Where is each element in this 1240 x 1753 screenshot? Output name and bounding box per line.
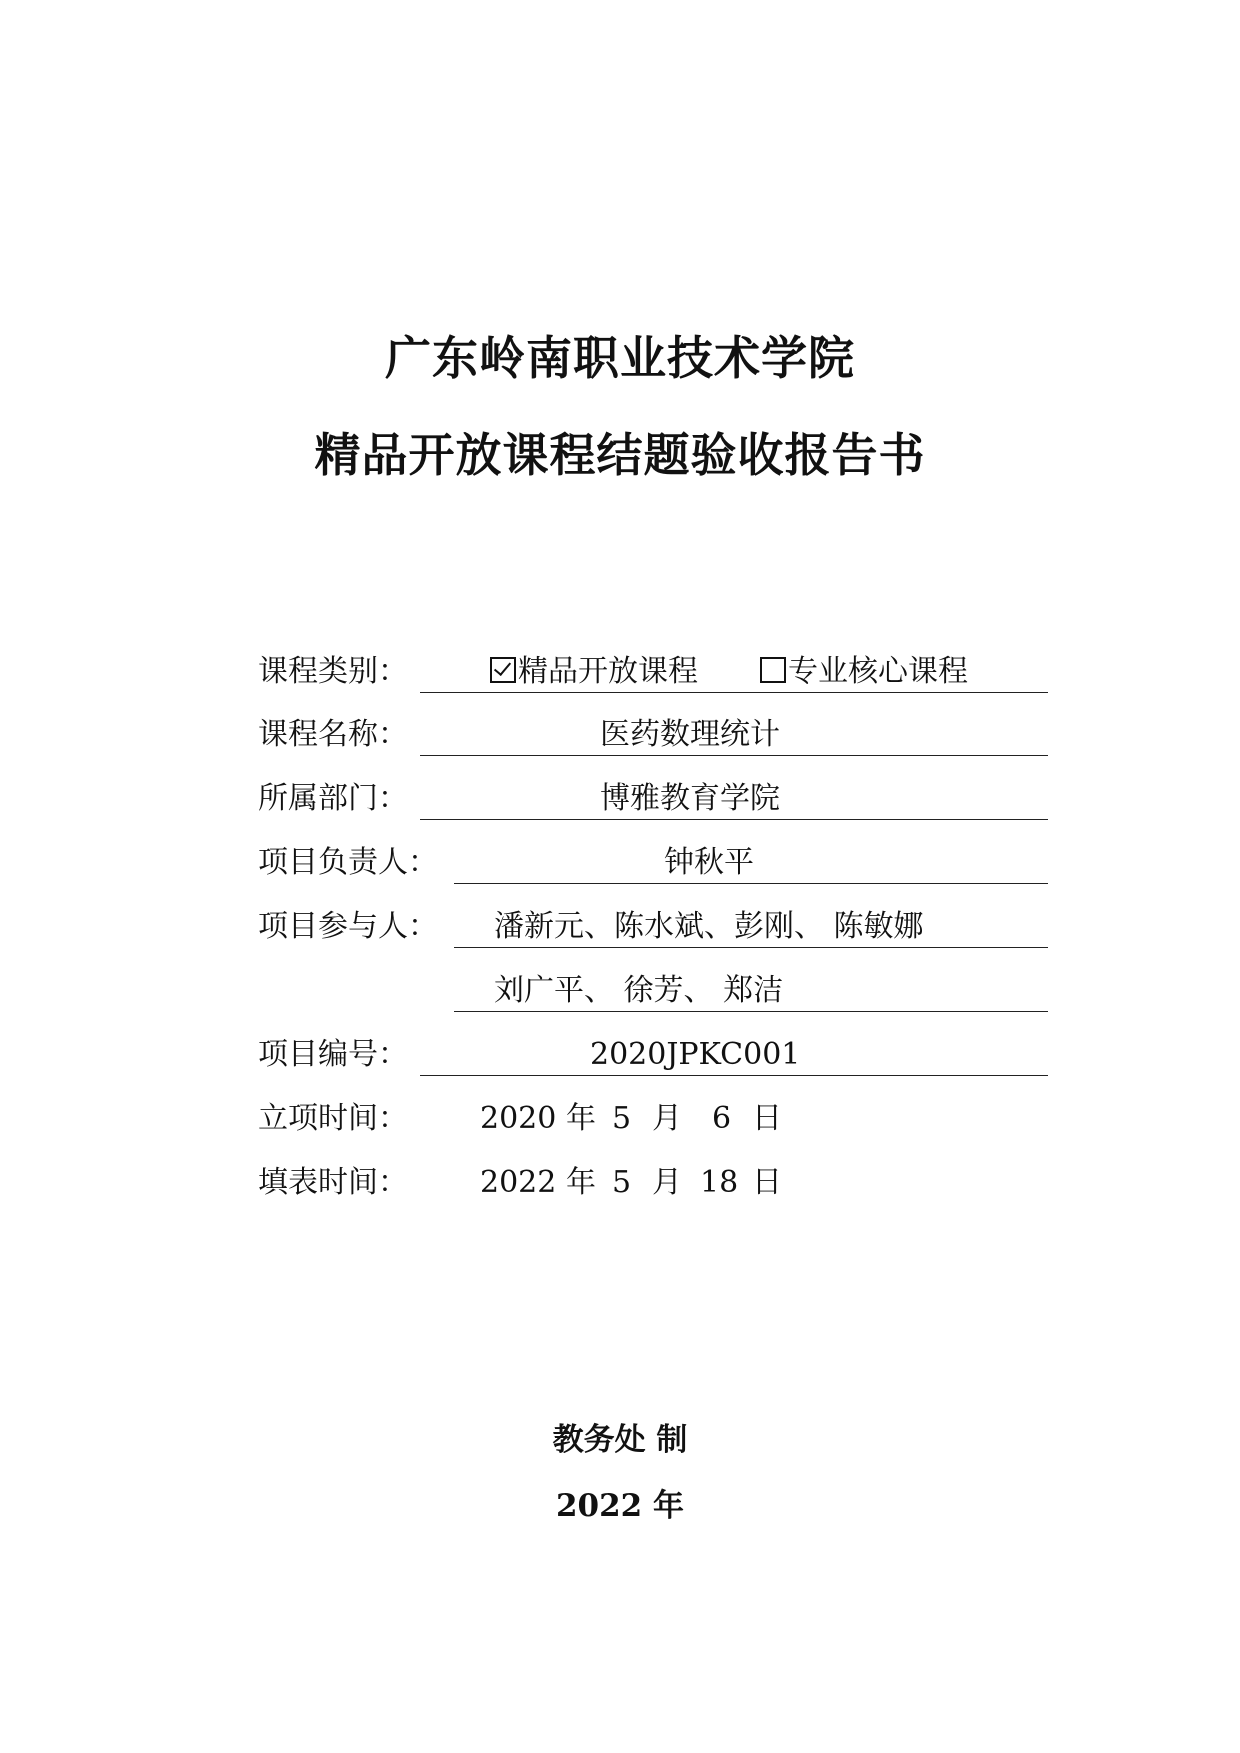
course-category-field — [420, 652, 1048, 693]
document-title-line2: 精品开放课程结题验收报告书 — [314, 428, 926, 482]
approval-date-day: 6 — [712, 1101, 732, 1136]
approval-date-month: 5 — [612, 1101, 632, 1136]
unchecked-checkbox-icon[interactable] — [760, 657, 786, 683]
document-title-line1: 广东岭南职业技术学院 — [385, 331, 855, 385]
project-number-field — [420, 1035, 1048, 1076]
project-number-value: 2020JPKC001 — [590, 1037, 801, 1072]
course-category-option-2[interactable] — [760, 652, 968, 692]
project-number-label: 项目编号： — [258, 1037, 408, 1072]
course-category-option-1-label: 精品开放课程 — [518, 654, 698, 689]
checked-checkbox-icon[interactable] — [490, 657, 516, 683]
fill-date-month: 5 — [612, 1165, 632, 1200]
fill-date-label: 填表时间： — [258, 1165, 408, 1200]
fill-date-year-unit: 年 — [566, 1165, 596, 1200]
project-participants-line2: 刘广平、 徐芳、 郑洁 — [494, 973, 784, 1008]
approval-date-month-unit: 月 — [652, 1101, 682, 1136]
project-participants-field-line1 — [454, 907, 1048, 948]
course-category-option-1[interactable] — [490, 652, 698, 692]
course-name-label: 课程名称： — [258, 717, 408, 752]
approval-date-label: 立项时间： — [258, 1101, 408, 1136]
department-value: 博雅教育学院 — [600, 781, 780, 816]
fill-date-day: 18 — [700, 1165, 739, 1200]
department-label: 所属部门： — [258, 781, 408, 816]
department-field — [420, 779, 1048, 820]
approval-date-year: 2020 — [480, 1101, 557, 1136]
project-leader-field — [454, 843, 1048, 884]
project-participants-label: 项目参与人： — [258, 909, 438, 944]
project-participants-line1: 潘新元、陈水斌、彭刚、 陈敏娜 — [494, 909, 924, 944]
project-leader-value: 钟秋平 — [664, 845, 754, 880]
fill-date-day-unit: 日 — [752, 1165, 782, 1200]
project-leader-label: 项目负责人： — [258, 845, 438, 880]
project-participants-field-line2 — [454, 971, 1048, 1012]
course-category-label: 课程类别： — [258, 654, 408, 689]
approval-date-year-unit: 年 — [566, 1101, 596, 1136]
fill-date-year: 2022 — [480, 1165, 557, 1200]
course-name-value: 医药数理统计 — [600, 717, 780, 752]
course-category-option-2-label: 专业核心课程 — [788, 654, 968, 689]
fill-date-month-unit: 月 — [652, 1165, 682, 1200]
issuer-line: 教务处 制 — [552, 1422, 688, 1458]
footer-year: 2022 年 — [555, 1488, 685, 1524]
course-name-field — [420, 715, 1048, 756]
approval-date-day-unit: 日 — [752, 1101, 782, 1136]
